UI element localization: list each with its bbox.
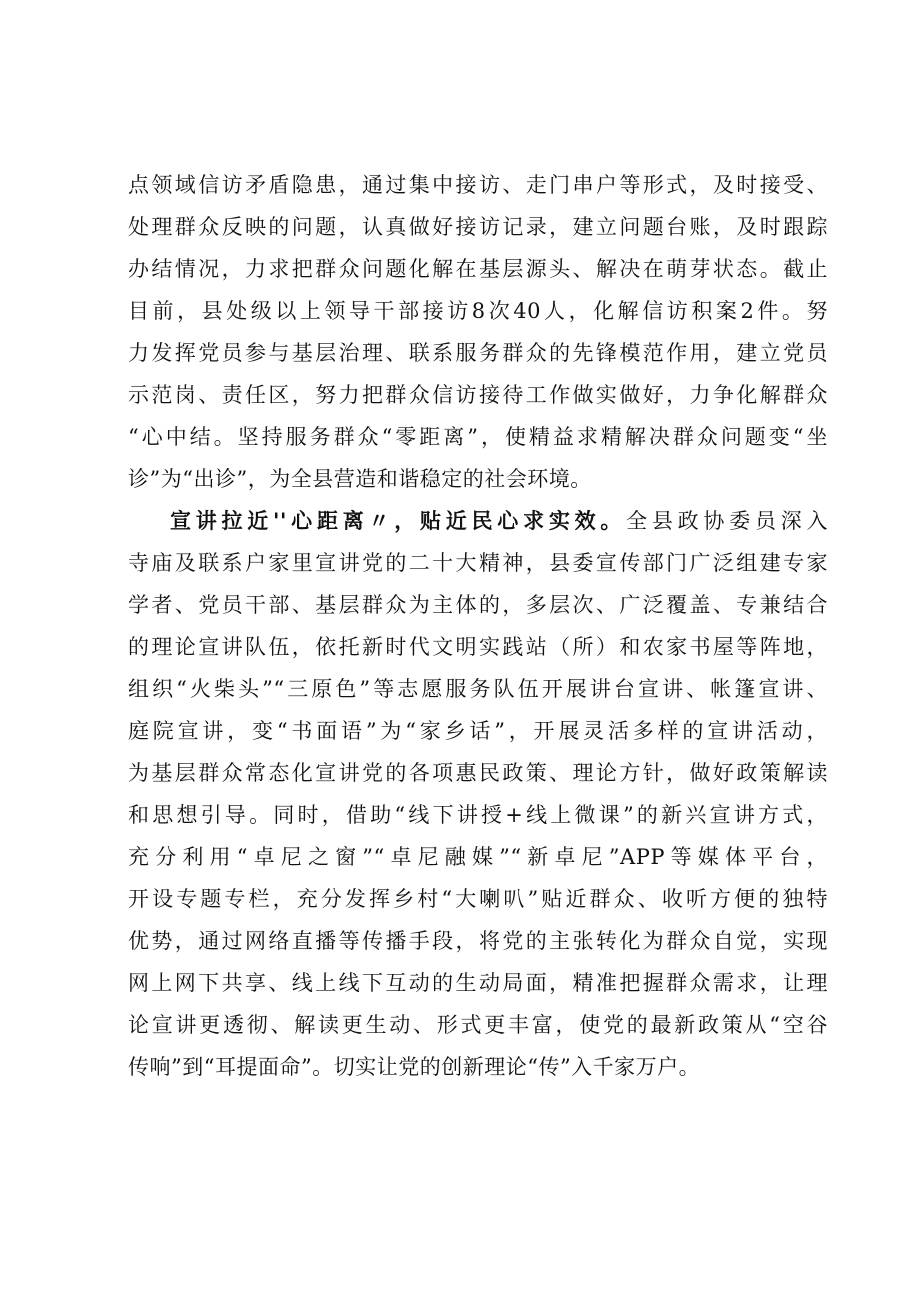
paragraph-1-line: 力发挥党员参与基层治理、联系服务群众的先锋模范作用，建立党员	[128, 341, 828, 365]
paragraph-2-line: 寺庙及联系户家里宣讲党的二十大精神，县委宣传部门广泛组建专家	[128, 551, 828, 575]
paragraph-2-line: 网上网下共享、线上线下互动的生动局面，精准把握群众需求，让理	[128, 971, 828, 995]
paragraph-2	[128, 500, 828, 1088]
paragraph-2-line: 为基层群众常态化宣讲党的各项惠民政策、理论方针，做好政策解读	[128, 761, 828, 785]
paragraph-2-line: 学者、党员干部、基层群众为主体的，多层次、广泛覆盖、专兼结合	[128, 593, 828, 617]
paragraph-2-first-line	[128, 500, 828, 542]
paragraph-2-line: 的理论宣讲队伍，依托新时代文明实践站（所）和农家书屋等阵地，	[128, 635, 828, 659]
paragraph-1-line: 点领域信访矛盾隐患，通过集中接访、走门串户等形式，及时接受、	[128, 173, 828, 197]
paragraph-2-first-line-text: 全县政协委员深入	[626, 509, 828, 533]
paragraph-2-heading: 宣讲拉近''心距离〃，贴近民心求实效。	[170, 509, 627, 533]
paragraph-2-line: 论宣讲更透彻、解读更生动、形式更丰富，使党的最新政策从“空谷	[128, 1013, 828, 1037]
paragraph-2-line: 和思想引导。同时，借助“线下讲授+线上微课”的新兴宣讲方式，	[128, 803, 828, 827]
paragraph-2-line: 开设专题专栏，充分发挥乡村“大喇叭”贴近群众、收听方便的独特	[128, 887, 828, 911]
paragraph-1-line: 诊”为“出诊”，为全县营造和谐稳定的社会环境。	[128, 467, 592, 491]
paragraph-1-line: “心中结。坚持服务群众“零距离”，使精益求精解决群众问题变“坐	[128, 425, 828, 449]
paragraph-1-line: 处理群众反映的问题，认真做好接访记录，建立问题台账，及时跟踪	[128, 215, 828, 239]
document-body	[128, 164, 828, 1088]
paragraph-2-line: 充分利用“卓尼之窗”“卓尼融媒”“新卓尼”APP等媒体平台，	[128, 845, 828, 869]
paragraph-1-line: 示范岗、责任区，努力把群众信访接待工作做实做好，力争化解群众	[128, 383, 828, 407]
paragraph-2-line: 传响”到“耳提面命”。切实让党的创新理论“传”入千家万户。	[128, 1055, 701, 1079]
paragraph-2-line: 组织“火柴头”“三原色”等志愿服务队伍开展讲台宣讲、帐篷宣讲、	[128, 677, 828, 701]
paragraph-1	[128, 164, 828, 500]
paragraph-1-line: 办结情况，力求把群众问题化解在基层源头、解决在萌芽状态。截止	[128, 257, 828, 281]
paragraph-2-line: 优势，通过网络直播等传播手段，将党的主张转化为群众自觉，实现	[128, 929, 828, 953]
paragraph-1-line: 目前，县处级以上领导干部接访8次40人，化解信访积案2件。努	[128, 299, 828, 323]
paragraph-2-line: 庭院宣讲，变“书面语”为“家乡话”，开展灵活多样的宣讲活动，	[128, 719, 828, 743]
